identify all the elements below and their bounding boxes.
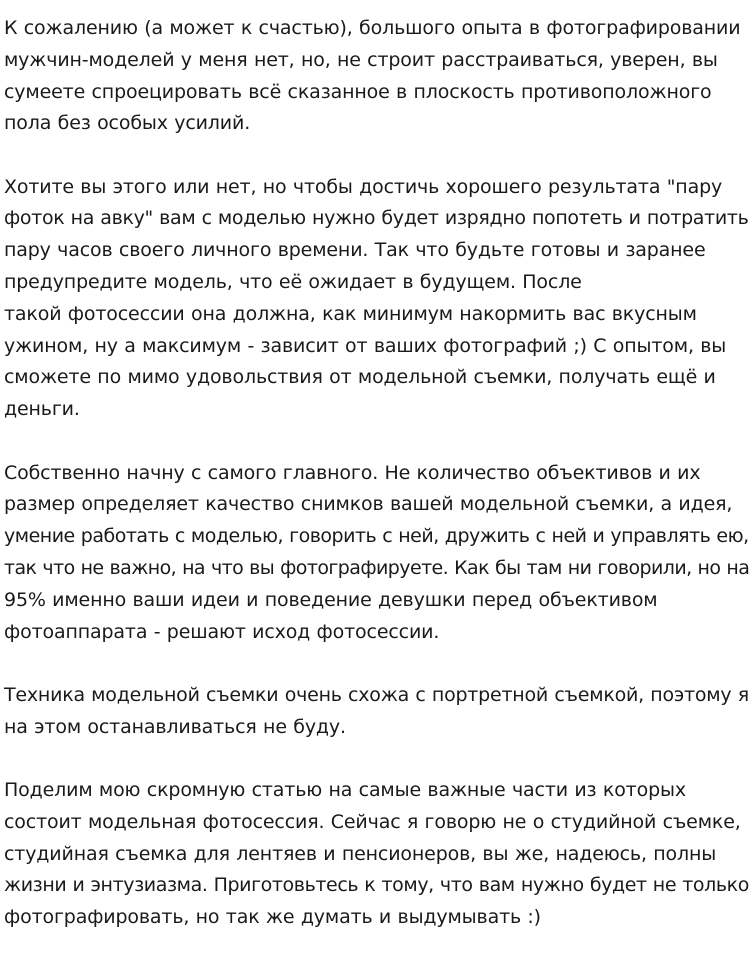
text-line: жизни и энтузиазма. Приготовьтесь к тому, что вам нужно будет не только	[4, 874, 749, 897]
text-line: Хотите вы этого или нет, но чтобы достичь хорошего результата "пару	[4, 175, 723, 198]
text-line: фотоаппарата - решают исход фотосессии.	[4, 620, 440, 643]
paragraph-5	[4, 775, 751, 934]
text-line: К сожалению (а может к счастью), большого опыта в фотографировании	[4, 17, 741, 39]
text-line: 95% именно ваши идеи и поведение девушки перед объективом	[4, 588, 658, 611]
text-line: пару часов своего личного времени. Так что будьте готовы и заранее	[4, 239, 706, 262]
text-line: так что не важно, на что вы фотографируете. Как бы там ни говорили, но на	[4, 556, 750, 579]
text-line: такой фотосессии она должна, как минимум накормить вас вкусным	[4, 302, 697, 325]
text-line: умение работать с моделью, говорить с ней, дружить с ней и управлять ею,	[4, 525, 749, 548]
text-line: пола без особых усилий.	[4, 112, 251, 135]
text-line: ужином, ну а максимум - зависит от ваших фотографий ;) С опытом, вы	[4, 334, 727, 357]
paragraph-2	[4, 172, 751, 426]
paragraph-4	[4, 680, 751, 744]
text-line: Собственно начну с самого главного. Не количество объективов и их	[4, 461, 701, 484]
text-line: на этом останавливаться не буду.	[4, 715, 346, 738]
text-line: Техника модельной съемки очень схожа с портретной съемкой, поэтому я	[4, 683, 749, 706]
text-line: фотографировать, но так же думать и выдумывать :)	[4, 906, 541, 929]
text-line: студийная съемка для лентяев и пенсионеров, вы же, надеюсь, полны	[4, 842, 717, 865]
text-line: размер определяет качество снимков вашей модельной съемки, а идея,	[4, 493, 733, 516]
text-line: мужчин-моделей у меня нет, но, не строит расстраиваться, уверен, вы	[4, 48, 718, 71]
text-line: Поделим мою скромную статью на самые важные части из которых	[4, 778, 686, 801]
text-line: предупредите модель, что её ожидает в будущем. После	[4, 271, 582, 294]
paragraph-1	[4, 13, 751, 140]
text-line: сумеете спроецировать всё сказанное в плоскость противоположного	[4, 80, 712, 103]
text-line: деньги.	[4, 398, 80, 421]
text-line: сможете по мимо удовольствия от модельной съемки, получать ещё и	[4, 366, 716, 389]
paragraph-3	[4, 458, 751, 649]
text-line: фоток на авку" вам с моделью нужно будет изрядно попотеть и потратить	[4, 207, 749, 230]
text-line: состоит модельная фотосессия. Сейчас я говорю не о студийной съемке,	[4, 810, 741, 833]
